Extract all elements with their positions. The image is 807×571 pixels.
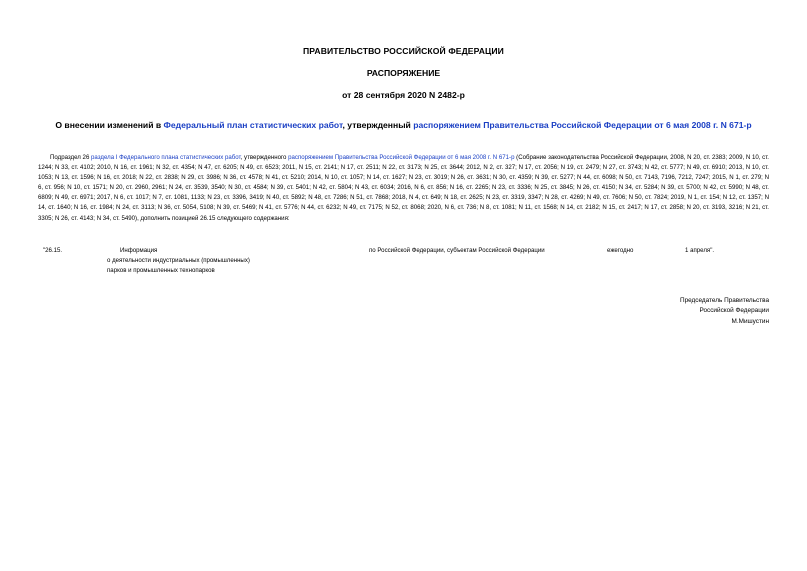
signature-block: [680, 296, 769, 327]
signature-position-line-1: Председатель Правительства: [680, 297, 769, 304]
body-text-1: Подраздел 26: [50, 154, 92, 161]
position-info-line-1: Информация: [120, 247, 158, 254]
position-number: "26.15.: [43, 247, 63, 254]
position-scope: по Российской Федерации, субъектам Российской Федерации: [369, 247, 545, 254]
document-type: РАСПОРЯЖЕНИЕ: [366, 68, 441, 78]
position-info-line-3: парков и промышленных технопарков: [107, 267, 215, 274]
body-paragraph: [38, 153, 769, 224]
body-link-order[interactable]: распоряжением Правительства Российской Федерации от 6 мая 2008 г. N 671-р: [288, 154, 515, 161]
signature-position-line-2: Российской Федерации: [699, 307, 769, 315]
document-date-number: от 28 сентября 2020 N 2482-р: [342, 90, 465, 100]
position-frequency: ежегодно: [607, 247, 634, 254]
body-link-section[interactable]: раздела I Федерального плана статистических работ: [91, 154, 241, 161]
government-heading: ПРАВИТЕЛЬСТВО РОССИЙСКОЙ ФЕДЕРАЦИИ: [303, 46, 504, 56]
title-link-plan[interactable]: Федеральный план статистических работ: [163, 120, 343, 130]
body-text-2: , утвержденного: [240, 154, 289, 161]
position-deadline: 1 апреля".: [685, 247, 715, 254]
position-info: [120, 246, 157, 256]
title-link-order[interactable]: распоряжением Правительства Российской Федерации от 6 мая 2008 г. N 671-р: [413, 120, 752, 130]
position-info-cont: [107, 256, 250, 276]
title-text-1: О внесении изменений в: [55, 120, 164, 130]
title-text-2: , утвержденный: [342, 120, 414, 130]
position-info-line-2: о деятельности индустриальных (промышленных): [107, 257, 250, 264]
signature-name: М.Мишустин: [731, 317, 769, 325]
document-title: [0, 120, 807, 130]
body-text-3: (Собрание законодательства Российской Федерации, 2008, N 20, ст. 2383; 2009, N 10, ст. 1244; N 33, ст. 4102; 2010, N 16, ст. 1961; N 32, ст. 4354; N 47, ст. 6205; N 49, ст. 6523; 2011, N 15, ст. 2141; N 17, ст. 2511; N 22, ст. 3173; N 25, ст. 3644; 2012, N 2, ст. 327; N 17, ст. 2056; N 19, ст. 2479; N 27, ст. 3743; N 42, ст. 5777; N 49, ст. 6910; 2013, N 10, ст. 1053; N 13, ст. 1596; N 16, ст. 2018; N 22, ст. 2838; N 29, ст. 3986; N 36, ст. 4578; N 41, ст. 5210; 2014, N 10, ст. 1057; N 14, ст. 1627; N 23, ст. 3019; N 26, ст. 3631; N 30, ст. 4359; N 39, ст. 5277; N 44, ст. 6098; N 50, ст. 7143, 7196, 7212, 7247; 2015, N 1, ст. 279; N 6, ст. 956; N 10, ст. 1571; N 20, ст. 2960, 2961; N 24, ст. 3539, 3540; N 30, ст. 4584; N 39, ст. 5401; N 42, ст. 5804; N 43, ст. 6034; 2016, N 6, ст. 856; N 16, ст. 2265; N 23, ст. 3336; N 25, ст. 3845; N 26, ст. 4150; N 34, ст. 5284; N 39, ст. 5700; N 42, ст. 5990; N 48, ст. 6809; N 49, ст. 6971; 2017, N 6, ст. 1017; N 7, ст. 1081, 1133; N 23, ст. 3396, 3419; N 40, ст. 5892; N 48, ст. 7286; N 51, ст. 7868; 2018, N 4, ст. 649; N 18, ст. 2625; N 23, ст. 3319, 3347; N 28, ст. 4269; N 49, ст. 7606; N 50, ст. 7824; 2019, N 1, ст. 154; N 12, ст. 1357; N 14, ст. 1640; N 16, ст. 1984; N 24, ст. 3113; N 36, ст. 5054, 5108; N 39, ст. 5469; N 41, ст. 5776; N 44, ст. 6232; N 49, ст. 7175; N 52, ст. 8068; 2020, N 6, ст. 736; N 8, ст. 1081; N 11, ст. 1568; N 14, ст. 2182; N 15, ст. 2417; N 17, ст. 2858; N 20, ст. 3193, 3216; N 21, ст. 3305; N 26, ст. 4143; N 34, ст. 5490), дополнить позицией 26.15 следующего содержания:: [38, 154, 769, 222]
